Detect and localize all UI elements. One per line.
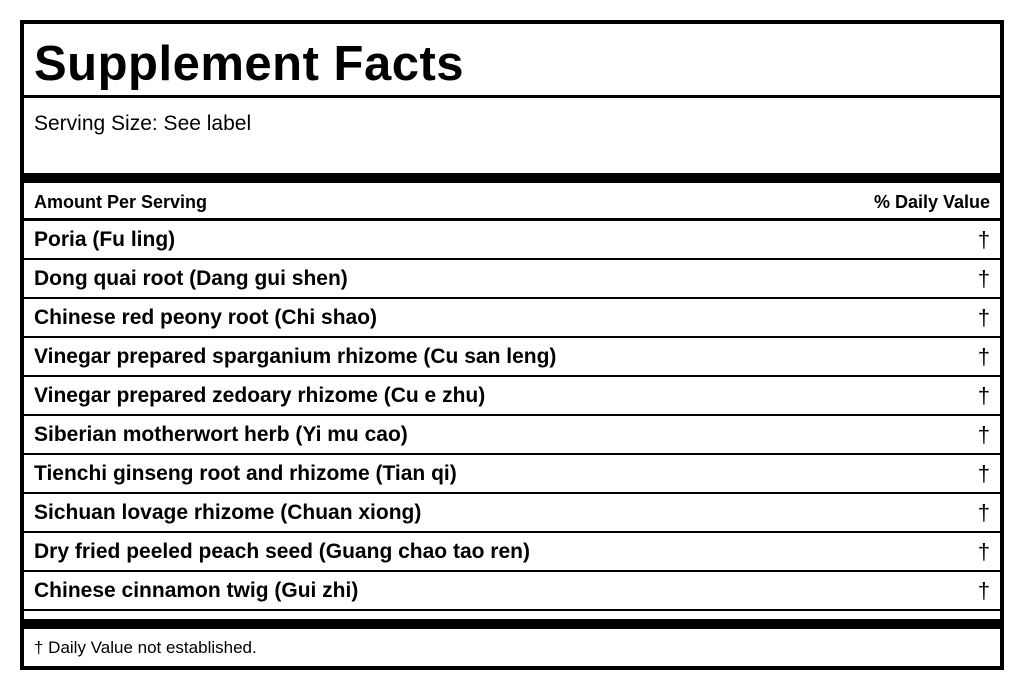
- ingredient-name: Chinese cinnamon twig (Gui zhi): [34, 579, 359, 602]
- daily-value-mark: †: [977, 461, 990, 486]
- ingredient-row: [24, 494, 1000, 533]
- thick-divider: [24, 173, 1000, 183]
- ingredient-row: [24, 299, 1000, 338]
- daily-value-mark: †: [977, 266, 990, 291]
- ingredient-row: [24, 533, 1000, 572]
- ingredient-name: Chinese red peony root (Chi shao): [34, 306, 378, 329]
- daily-value-mark: †: [977, 383, 990, 408]
- ingredient-name: Vinegar prepared sparganium rhizome (Cu san leng): [34, 345, 557, 368]
- amount-per-serving-label: Amount Per Serving: [34, 192, 208, 212]
- ingredient-row: [24, 338, 1000, 377]
- title-section: [24, 24, 1000, 98]
- ingredient-name: Siberian motherwort herb (Yi mu cao): [34, 423, 408, 446]
- supplement-facts-panel: [20, 20, 1004, 670]
- panel-title: Supplement Facts: [34, 37, 465, 91]
- daily-value-mark: †: [977, 578, 990, 603]
- thick-divider: [24, 619, 1000, 629]
- ingredient-row: [24, 416, 1000, 455]
- daily-value-mark: †: [977, 422, 990, 447]
- ingredient-row: [24, 455, 1000, 494]
- daily-value-label: % Daily Value: [873, 192, 990, 212]
- ingredient-name: Vinegar prepared zedoary rhizome (Cu e zhu): [34, 384, 486, 407]
- footnote: † Daily Value not established.: [34, 638, 257, 657]
- column-header: [24, 183, 1000, 221]
- daily-value-mark: †: [977, 344, 990, 369]
- daily-value-mark: †: [977, 500, 990, 525]
- ingredient-name: Poria (Fu ling): [34, 228, 176, 251]
- ingredient-row: [24, 260, 1000, 299]
- daily-value-mark: †: [977, 305, 990, 330]
- ingredient-row: [24, 572, 1000, 611]
- ingredient-row: [24, 221, 1000, 260]
- daily-value-mark: †: [977, 539, 990, 564]
- ingredient-name: Tienchi ginseng root and rhizome (Tian qi): [34, 462, 457, 485]
- ingredient-name: Dry fried peeled peach seed (Guang chao tao ren): [34, 540, 530, 563]
- ingredient-name: Sichuan lovage rhizome (Chuan xiong): [34, 501, 422, 524]
- daily-value-mark: †: [977, 227, 990, 252]
- ingredient-row: [24, 377, 1000, 416]
- ingredient-name: Dong quai root (Dang gui shen): [34, 267, 348, 290]
- blank-row: [24, 611, 1000, 619]
- serving-size: Serving Size: See label: [34, 112, 252, 135]
- ingredient-list: [24, 221, 1000, 611]
